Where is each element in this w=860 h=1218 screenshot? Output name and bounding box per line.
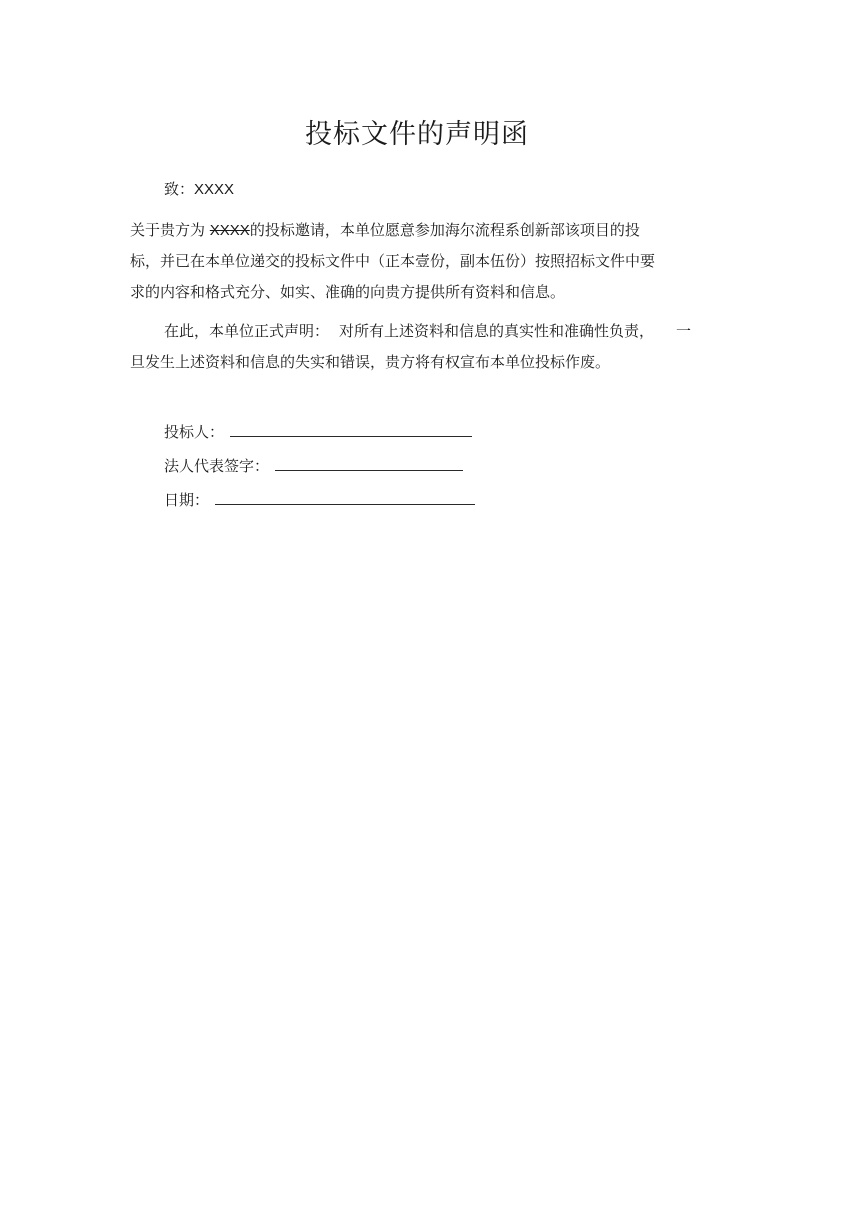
text-segment: 一 xyxy=(676,322,692,340)
bidder-signature-row xyxy=(164,412,472,442)
text-segment: 的投标邀请，本单位愿意参加海尔流程系创新部该项目的投 xyxy=(249,221,640,239)
salutation-recipient: XXXX xyxy=(194,181,235,198)
text-segment: 关于贵方为 xyxy=(130,221,206,239)
bidder-signature-line[interactable] xyxy=(230,435,472,437)
paragraph-line: 标，并已在本单位递交的投标文件中（正本壹份，副本伍份）按照招标文件中要 xyxy=(130,252,656,270)
date-row xyxy=(164,480,475,510)
struck-project-name: XXXX xyxy=(209,222,250,239)
paragraph-line: 求的内容和格式充分、如实、准确的向贵方提供所有资料和信息。 xyxy=(130,283,566,301)
salutation-prefix: 致： xyxy=(164,180,195,198)
legal-rep-signature-line[interactable] xyxy=(275,469,463,471)
date-signature-line[interactable] xyxy=(215,503,475,505)
text-segment: 在此，本单位正式声明： xyxy=(164,322,330,340)
date-label: 日期： xyxy=(164,491,210,509)
bidder-label: 投标人： xyxy=(164,423,225,441)
document-title: 投标文件的声明函 xyxy=(305,119,529,150)
paragraph-declaration xyxy=(130,316,720,378)
salutation xyxy=(164,178,234,199)
text-segment: 对所有上述资料和信息的真实性和准确性负责， xyxy=(339,322,655,340)
paragraph-invitation xyxy=(130,215,720,308)
paragraph-line: 旦发生上述资料和信息的失实和错误，贵方将有权宣布本单位投标作废。 xyxy=(130,353,611,371)
paragraph-line xyxy=(130,215,720,246)
paragraph-line xyxy=(130,316,720,347)
legal-rep-label: 法人代表签字： xyxy=(164,457,270,475)
legal-rep-signature-row xyxy=(164,446,463,476)
